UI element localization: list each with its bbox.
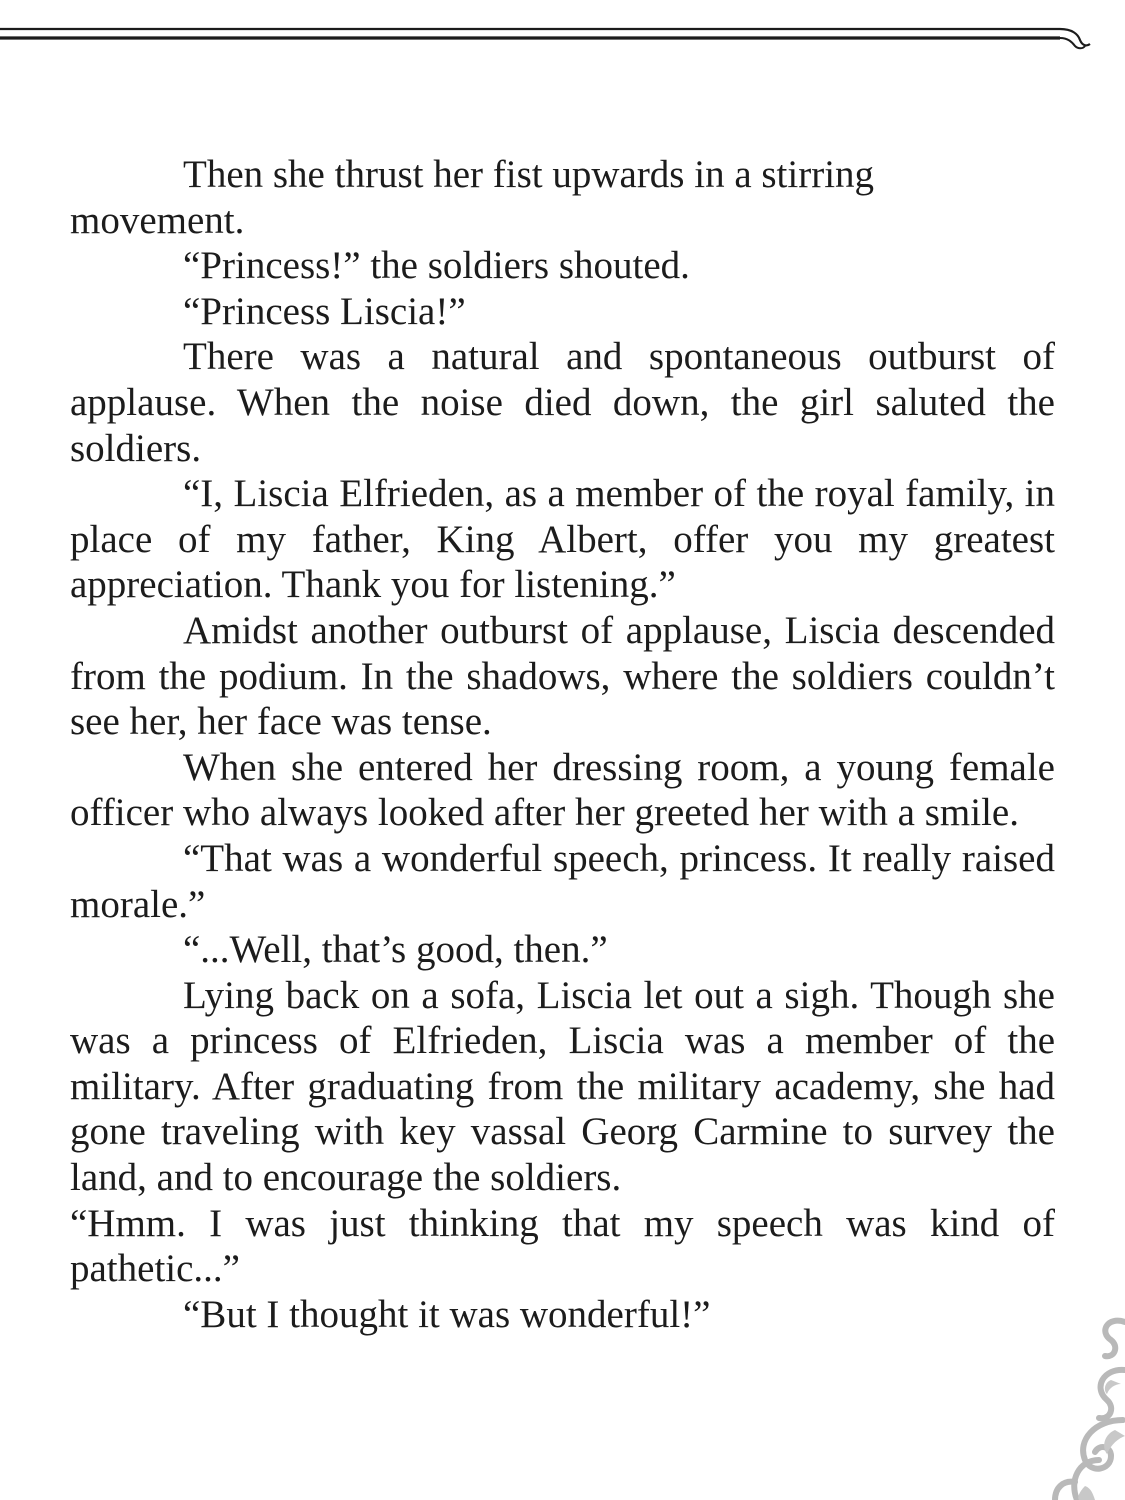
flourish-corner-icon bbox=[1015, 1310, 1125, 1500]
paragraph: Amidst another outburst of applause, Liscia descended from the podium. In the shadows, where the soldiers couldn’t see her, her face was tense. bbox=[70, 608, 1055, 744]
paragraph: Lying back on a sofa, Liscia let out a sigh. Though she was a princess of Elfrieden, Liscia was a member of the military. After graduating from the military academy, she had gone traveling with key vassal Georg Carmine to survey the land, and to encourage the soldiers. bbox=[70, 973, 1055, 1200]
paragraph: “Princess Liscia!” bbox=[183, 289, 466, 333]
paragraph: “Princess!” the soldiers shouted. bbox=[183, 244, 690, 288]
paragraph: “But I thought it was wonderful!” bbox=[183, 1292, 711, 1336]
paragraph: “...Well, that’s good, then.” bbox=[183, 928, 608, 972]
paragraph: “Hmm. I was just thinking that my speech was kind of pathetic...” bbox=[70, 1201, 1055, 1291]
paragraph: When she entered her dressing room, a young female officer who always looked after her greeted her with a smile. bbox=[70, 745, 1055, 835]
paragraph: “I, Liscia Elfrieden, as a member of the royal family, in place of my father, King Albert, offer you my greatest appreciation. Thank you for listening.” bbox=[70, 472, 1055, 607]
paragraph: “That was a wonderful speech, princess. It really raised morale.” bbox=[70, 836, 1055, 926]
ornamental-rule-icon bbox=[0, 18, 1095, 58]
paragraph: There was a natural and spontaneous outburst of applause. When the noise died down, the girl saluted the soldiers. bbox=[70, 335, 1055, 470]
body-text bbox=[70, 152, 1055, 1337]
paragraph: Then she thrust her fist upwards in a stirring movement. bbox=[70, 153, 875, 242]
